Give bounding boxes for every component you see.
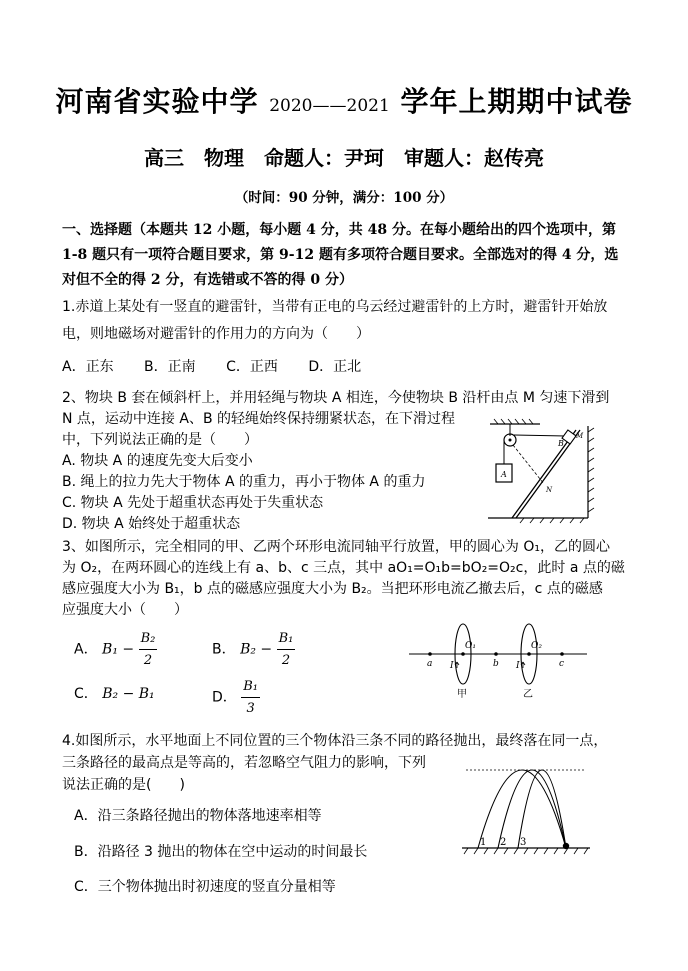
label-jia: 甲 bbox=[457, 689, 467, 700]
q2-figure bbox=[484, 418, 604, 524]
q3-option-b-den: 2 bbox=[281, 653, 291, 668]
q4-option-c: C．三个物体抛出时初速度的竖直分量相等 bbox=[74, 879, 336, 895]
pulley-axle bbox=[509, 439, 512, 442]
dashed-rope bbox=[513, 445, 544, 484]
label-c: c bbox=[559, 659, 565, 669]
q3-figure bbox=[405, 616, 595, 700]
q1-option-a: A．正东 bbox=[62, 359, 114, 375]
path-label-3: 3 bbox=[520, 837, 527, 848]
point-a bbox=[428, 652, 432, 656]
title-years: 2020——2021 bbox=[269, 96, 390, 116]
ground-hatch bbox=[464, 848, 588, 854]
q1-option-c: C．正西 bbox=[226, 359, 278, 375]
label-current-jia: I bbox=[450, 661, 454, 671]
q3-option-a bbox=[74, 628, 157, 671]
q4-figure bbox=[458, 762, 598, 862]
q3-option-a-den: 2 bbox=[143, 653, 153, 668]
q3-option-d bbox=[212, 676, 260, 719]
q2-stem-3: 中，下列说法正确的是（ ） bbox=[62, 432, 258, 448]
q4-option-b: B．沿路径 3 抛出的物体在空中运动的时间最长 bbox=[74, 844, 368, 860]
q3-option-c-expr: B₂ − B₁ bbox=[102, 686, 155, 702]
point-b bbox=[494, 652, 498, 656]
q2-option-b: B. 绳上的拉力先大于物体 A 的重力，再小于物体 A 的重力 bbox=[62, 474, 426, 490]
title-school: 河南省实验中学 bbox=[55, 85, 259, 118]
q1-options bbox=[62, 356, 387, 376]
q3-option-c-label: C． bbox=[74, 686, 98, 702]
q3-option-d-num: B₁ bbox=[241, 676, 260, 698]
incline-rod bbox=[512, 430, 576, 518]
q4-stem-3: 说法正确的是( ) bbox=[62, 777, 185, 793]
q3-option-d-fraction bbox=[241, 676, 260, 719]
q3-stem-2: 为 O₂，在两环圆心的连线上有 a、b、c 三点，其中 aO₁=O₁b=bO₂=O₂c，此时 a 点的磁 bbox=[62, 560, 625, 576]
q4-option-a: A．沿三条路径抛出的物体落地速率相等 bbox=[74, 808, 322, 824]
label-current-yi: I bbox=[516, 661, 520, 671]
q3-stem-1: 3、如图所示，完全相同的甲、乙两个环形电流同轴平行放置，甲的圆心为 O₁，乙的圆心 bbox=[62, 539, 610, 555]
path-label-1: 1 bbox=[480, 837, 487, 848]
q2-option-a: A. 物块 A 的速度先变大后变小 bbox=[62, 453, 253, 469]
q3-option-b bbox=[212, 628, 295, 671]
path-label-2: 2 bbox=[500, 837, 507, 848]
label-b: B bbox=[558, 439, 564, 448]
point-o2 bbox=[527, 652, 531, 656]
q2-option-c: C. 物块 A 先处于超重状态再处于失重状态 bbox=[62, 495, 324, 511]
section-heading: 一、选择题（本题共 12 小题，每小题 4 分，共 48 分。在每小题给出的四个选项中，第 1-8 题只有一项符合题目要求，第 9-12 题有多项符合题目要求。全部选对的得 4 分，选对但不全的得 2 分，有选错或不答的得 0 分） bbox=[62, 222, 619, 288]
q1-option-d: D．正北 bbox=[308, 359, 362, 375]
q2-option-d: D. 物块 A 始终处于超重状态 bbox=[62, 516, 241, 532]
label-b: b bbox=[493, 659, 499, 669]
q3-stem-3: 感应强度大小为 B₁，b 点的磁感应强度大小为 B₂。当把环形电流乙撤去后，c 点的磁感 bbox=[62, 581, 603, 597]
q2-stem-2: N 点，运动中连接 A、B 的轻绳始终保持绷紧状态，在下滑过程 bbox=[62, 411, 456, 427]
q2-stem-1: 2、物块 B 套在倾斜杆上，并用轻绳与物块 A 相连，今使物块 B 沿杆由点 M 匀速下滑到 bbox=[62, 390, 610, 406]
ceiling-hatch bbox=[494, 419, 533, 424]
point-o1 bbox=[461, 652, 465, 656]
label-a: A bbox=[501, 470, 507, 479]
q3-option-d-den: 3 bbox=[246, 701, 255, 716]
time-info: （时间：90 分钟，满分：100 分） bbox=[234, 190, 454, 206]
point-c bbox=[560, 652, 564, 656]
label-n: N bbox=[546, 486, 553, 494]
q1-option-b: B．正南 bbox=[144, 359, 196, 375]
q3-stem-4: 应强度大小（ ） bbox=[62, 602, 188, 618]
rope-to-b bbox=[514, 435, 566, 436]
title-term: 学年上期期中试卷 bbox=[400, 85, 633, 118]
q4-stem-2: 三条路径的最高点是等高的，若忽略空气阻力的影响，下列 bbox=[62, 755, 426, 771]
wall-hatch bbox=[588, 428, 594, 512]
q3-option-a-fraction bbox=[139, 628, 158, 671]
label-yi: 乙 bbox=[523, 689, 533, 700]
q1-stem: 1.赤道上某处有一竖直的避雷针，当带有正电的乌云经过避雷针的上方时，避雷针开始放电，则地磁场对避雷针的作用力的方向为（ ） bbox=[62, 299, 608, 342]
q3-option-a-left: B₁ − bbox=[102, 641, 135, 658]
q3-option-d-label: D． bbox=[212, 689, 237, 706]
label-o1: O₁ bbox=[465, 641, 476, 651]
q3-option-b-fraction bbox=[277, 628, 296, 671]
floor-hatch bbox=[520, 518, 584, 523]
path-2 bbox=[498, 770, 566, 848]
exam-title bbox=[0, 80, 688, 120]
q3-option-b-left: B₂ − bbox=[240, 641, 273, 658]
exam-subtitle: 高三 物理 命题人：尹珂 审题人：赵传亮 bbox=[144, 146, 544, 170]
label-a: a bbox=[427, 659, 433, 669]
label-m: M bbox=[576, 432, 584, 440]
q3-option-a-num: B₂ bbox=[139, 628, 158, 650]
q4-stem-1: 4.如图所示，水平地面上不同位置的三个物体沿三条不同的路径抛出，最终落在同一点， bbox=[62, 733, 608, 749]
q3-option-c bbox=[74, 684, 155, 705]
q3-option-b-num: B₁ bbox=[277, 628, 296, 650]
label-o2: O₂ bbox=[531, 641, 542, 651]
q3-option-b-label: B． bbox=[212, 641, 236, 658]
q3-option-a-label: A． bbox=[74, 641, 98, 658]
